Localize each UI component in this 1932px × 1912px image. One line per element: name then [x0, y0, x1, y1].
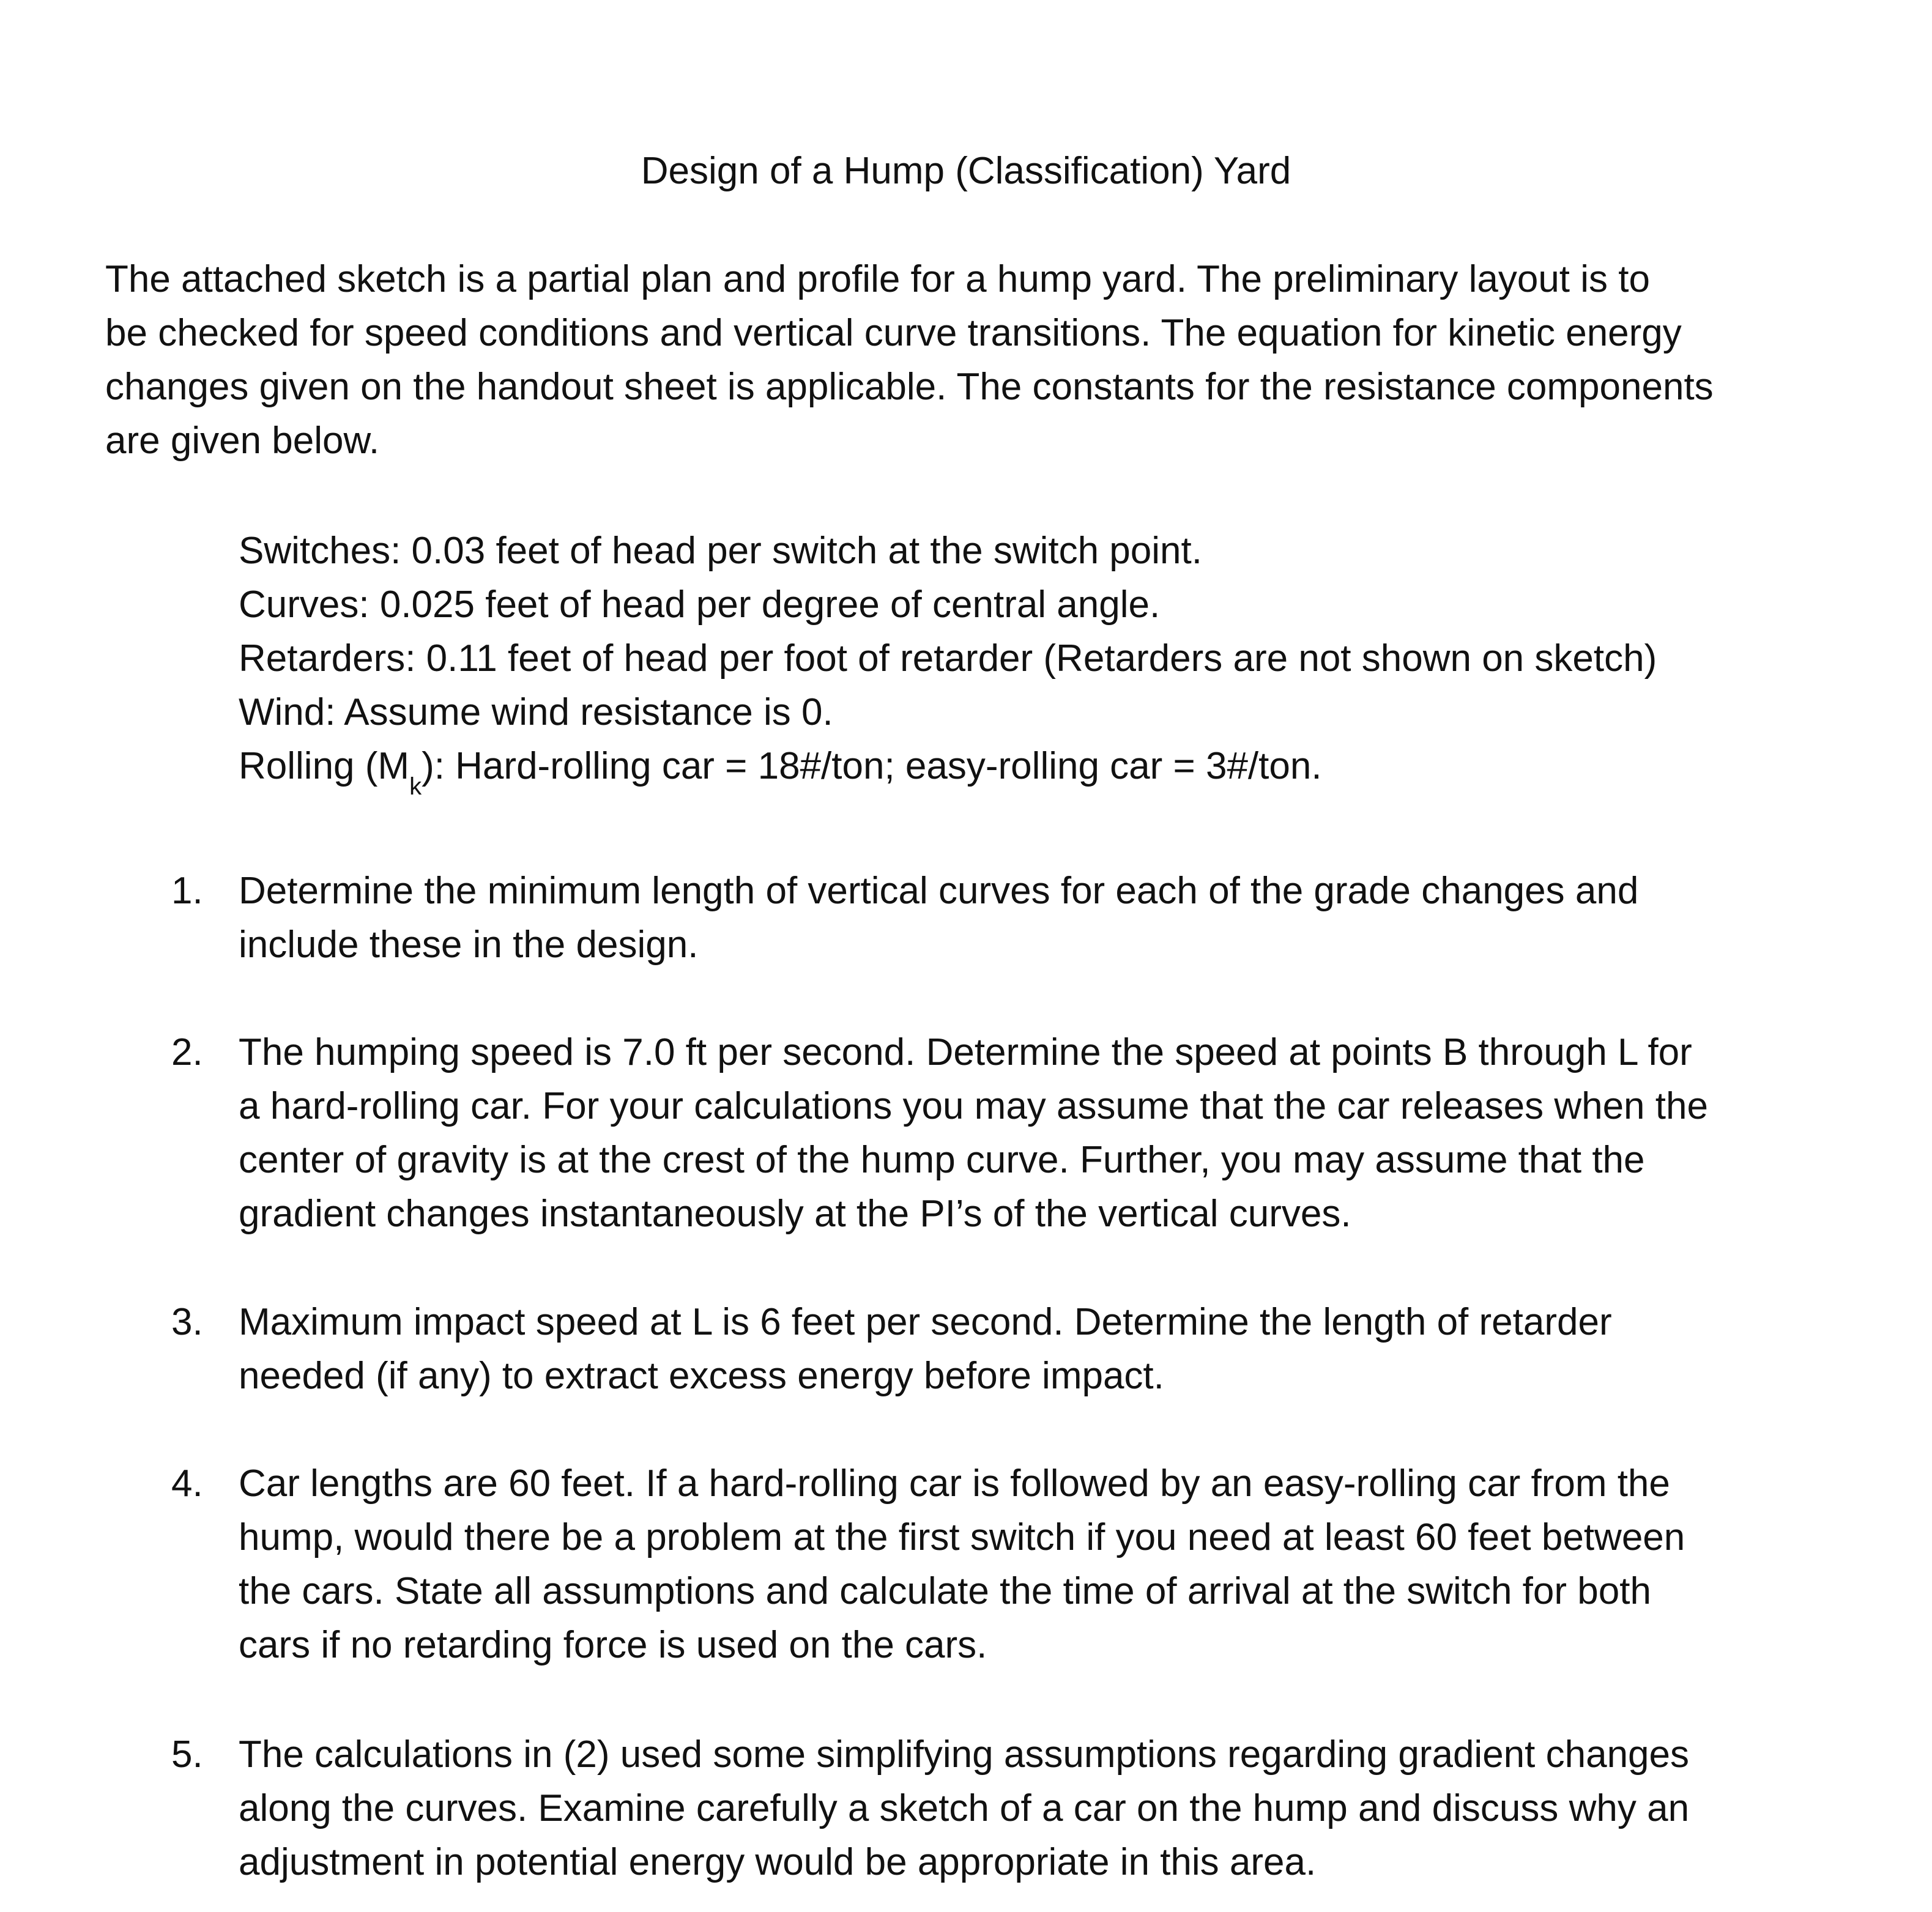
- document-title: Design of a Hump (Classification) Yard: [641, 150, 1291, 192]
- rolling-prefix: Rolling (M: [239, 745, 410, 787]
- question-text: [239, 864, 1638, 972]
- intro-paragraph: [105, 253, 1867, 468]
- rolling-suffix: ): Hard-rolling car = 18#/ton; easy-rolling car = 3#/ton.: [422, 745, 1322, 787]
- constant-wind: Wind: Assume wind resistance is 0.: [239, 691, 833, 733]
- question-text: [239, 1728, 1689, 1889]
- constant-curves: Curves: 0.025 feet of head per degree of central angle.: [239, 584, 1161, 626]
- resistance-constants: [239, 524, 1657, 800]
- question-number: 4.: [171, 1462, 203, 1505]
- question-line: along the curves. Examine carefully a sketch of a car on the hump and discuss why an: [239, 1787, 1690, 1829]
- question-line: the cars. State all assumptions and calculate the time of arrival at the switch for both: [239, 1570, 1651, 1612]
- rolling-subscript: k: [409, 773, 422, 800]
- question-line: cars if no retarding force is used on the cars.: [239, 1624, 987, 1666]
- constant-retarders: Retarders: 0.11 feet of head per foot of retarder (Retarders are not shown on sketch): [239, 637, 1657, 680]
- question-line: needed (if any) to extract excess energy before impact.: [239, 1355, 1164, 1397]
- question-line: adjustment in potential energy would be appropriate in this area.: [239, 1841, 1317, 1883]
- intro-line: are given below.: [105, 420, 380, 462]
- intro-line: The attached sketch is a partial plan and profile for a hump yard. The preliminary layout is to: [105, 258, 1650, 300]
- question-text: [239, 1295, 1612, 1403]
- constant-rolling: [239, 739, 1657, 800]
- question-line: hump, would there be a problem at the first switch if you need at least 60 feet between: [239, 1516, 1685, 1558]
- question-number: 3.: [171, 1301, 203, 1343]
- question-line: include these in the design.: [239, 924, 699, 966]
- question-text: [239, 1026, 1708, 1241]
- question-line: Car lengths are 60 feet. If a hard-rolling car is followed by an easy-rolling car from the: [239, 1462, 1670, 1505]
- intro-line: be checked for speed conditions and vertical curve transitions. The equation for kinetic energy: [105, 312, 1682, 354]
- question-text: [239, 1457, 1685, 1672]
- question-number: 5.: [171, 1733, 203, 1776]
- question-line: The humping speed is 7.0 ft per second. Determine the speed at points B through L for: [239, 1031, 1692, 1073]
- question-number: 2.: [171, 1031, 203, 1073]
- question-line: gradient changes instantaneously at the PI’s of the vertical curves.: [239, 1193, 1351, 1235]
- constant-switches: Switches: 0.03 feet of head per switch at the switch point.: [239, 530, 1202, 572]
- question-line: a hard-rolling car. For your calculations you may assume that the car releases when the: [239, 1085, 1708, 1127]
- question-line: center of gravity is at the crest of the hump curve. Further, you may assume that the: [239, 1139, 1645, 1181]
- intro-line: changes given on the handout sheet is applicable. The constants for the resistance components: [105, 366, 1714, 408]
- question-line: Determine the minimum length of vertical curves for each of the grade changes and: [239, 870, 1639, 912]
- question-line: The calculations in (2) used some simplifying assumptions regarding gradient changes: [239, 1733, 1690, 1776]
- question-number: 1.: [171, 870, 203, 912]
- question-line: Maximum impact speed at L is 6 feet per second. Determine the length of retarder: [239, 1301, 1612, 1343]
